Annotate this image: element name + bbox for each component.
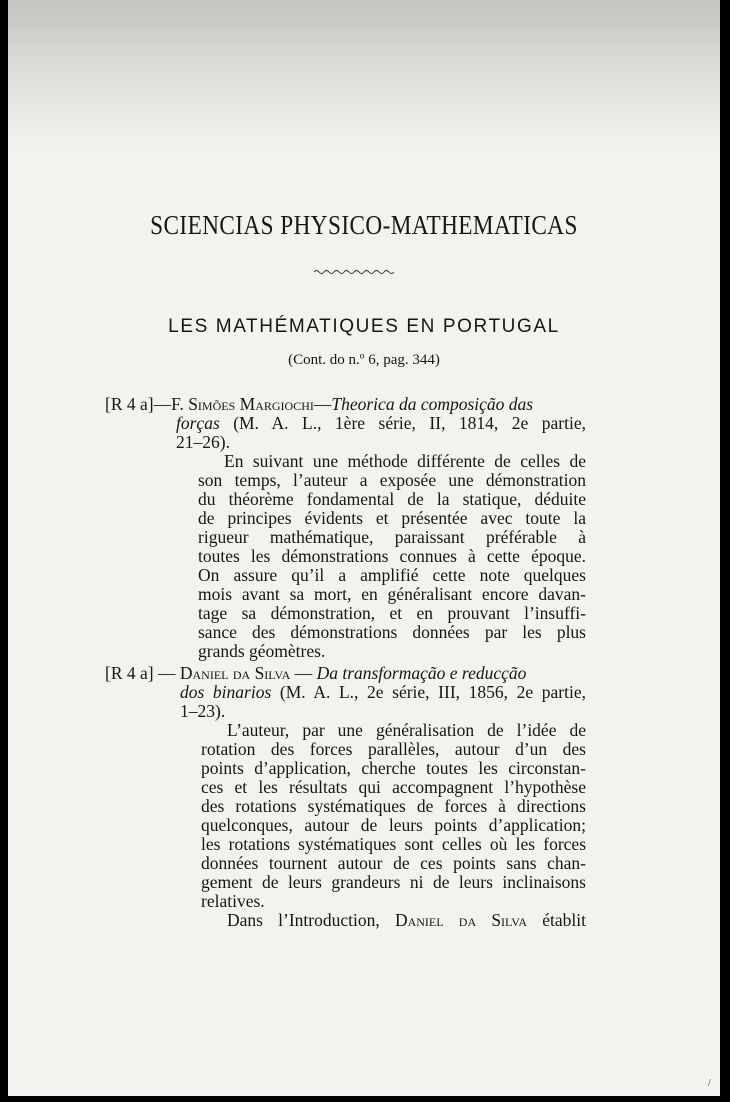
text-line: points d’application, cherche toutes les circonstan- bbox=[201, 758, 586, 778]
last-para-end: établit bbox=[527, 910, 586, 930]
entry-2-title-cont: dos binarios bbox=[180, 682, 272, 702]
document-page bbox=[8, 0, 720, 1096]
last-para-author: Daniel da Silva bbox=[394, 910, 528, 930]
text-line: On assure qu’il a amplifié cette note quelques bbox=[198, 565, 586, 585]
section-title: SCIENCIAS PHYSICO-MATHEMATICAS bbox=[150, 210, 578, 240]
text-line: ces et les résultats qui accompagnent l’hypothèse bbox=[201, 777, 586, 797]
entry-2-code: [R 4 a] bbox=[105, 663, 154, 683]
entry-1-author: Simões Margiochi bbox=[188, 394, 314, 414]
wavy-rule-ornament bbox=[314, 268, 394, 276]
text-line: relatives. bbox=[201, 891, 265, 911]
text-line: du théorème fondamental de la statique, déduite bbox=[198, 489, 586, 509]
entry-1-reference bbox=[176, 414, 586, 433]
entry-1-ref-line1: (M. A. L., 1ère série, II, 1814, 2e partie, bbox=[219, 413, 586, 433]
text-line: son temps, l’auteur a exposée une démonstration bbox=[198, 470, 586, 490]
text-line: quelconques, autour de leurs points d’application; bbox=[201, 815, 586, 835]
entry-1-code: [R 4 a] bbox=[105, 394, 154, 414]
corner-mark: / bbox=[708, 1078, 711, 1089]
text-line: données tournent autour de ces points sans chan- bbox=[201, 853, 586, 873]
text-line: toutes les démonstrations connues à cette époque. bbox=[198, 546, 586, 566]
text-line-last-paragraph bbox=[201, 911, 586, 930]
text-line: rigueur mathématique, paraissant préférable à bbox=[198, 527, 586, 547]
entry-1-title-cont: forças bbox=[176, 413, 220, 433]
entry-1-ref-line2: 21–26). bbox=[176, 432, 230, 452]
entry-2-author: Daniel da Silva bbox=[179, 663, 291, 683]
text-line: rotation des forces parallèles, autour d’un des bbox=[201, 739, 586, 759]
article-title: LES MATHÉMATIQUES EN PORTUGAL bbox=[168, 316, 560, 337]
entry-1-heading: [R 4 a]—F. Simões Margiochi—Theorica da composição das bbox=[105, 394, 534, 414]
entry-2-ref-line2: 1–23). bbox=[180, 701, 226, 721]
entry-2-heading: [R 4 a] — Daniel da Silva — Da transformação e reducção bbox=[105, 663, 527, 683]
text-line: des rotations systématiques de forces à directions bbox=[201, 796, 586, 816]
entry-2-text bbox=[201, 721, 586, 930]
text-line: mois avant sa mort, en généralisant encore davan- bbox=[198, 584, 586, 604]
text-line: de principes évidents et présentée avec toute la bbox=[198, 508, 586, 528]
text-line: sance des démonstrations données par les plus bbox=[198, 622, 586, 642]
entry-1-author-prefix: F. bbox=[171, 394, 189, 414]
entry-1-title: Theorica da composição das bbox=[331, 394, 534, 414]
entry-2-ref-line1: (M. A. L., 2e série, III, 1856, 2e partie, bbox=[271, 682, 587, 702]
scan-shadow bbox=[8, 0, 720, 150]
text-line: gement de leurs grandeurs ni de leurs inclinaisons bbox=[201, 872, 586, 892]
text-line: tage sa démonstration, et en prouvant l’insuffi- bbox=[198, 603, 586, 623]
text-line: En suivant une méthode différente de celles de bbox=[224, 451, 586, 471]
continuation-note: (Cont. do n.º 6, pag. 344) bbox=[288, 352, 440, 368]
text-line: L’auteur, par une généralisation de l’idée de bbox=[227, 720, 586, 740]
text-line: grands géomètres. bbox=[198, 641, 326, 661]
entry-2-reference bbox=[180, 683, 586, 702]
entry-1-text bbox=[198, 452, 586, 661]
last-para-start: Dans l’Introduction, bbox=[227, 910, 395, 930]
text-line: les rotations systématiques sont celles où les forces bbox=[201, 834, 586, 854]
entry-2-title: Da transformação e reducção bbox=[316, 663, 527, 683]
